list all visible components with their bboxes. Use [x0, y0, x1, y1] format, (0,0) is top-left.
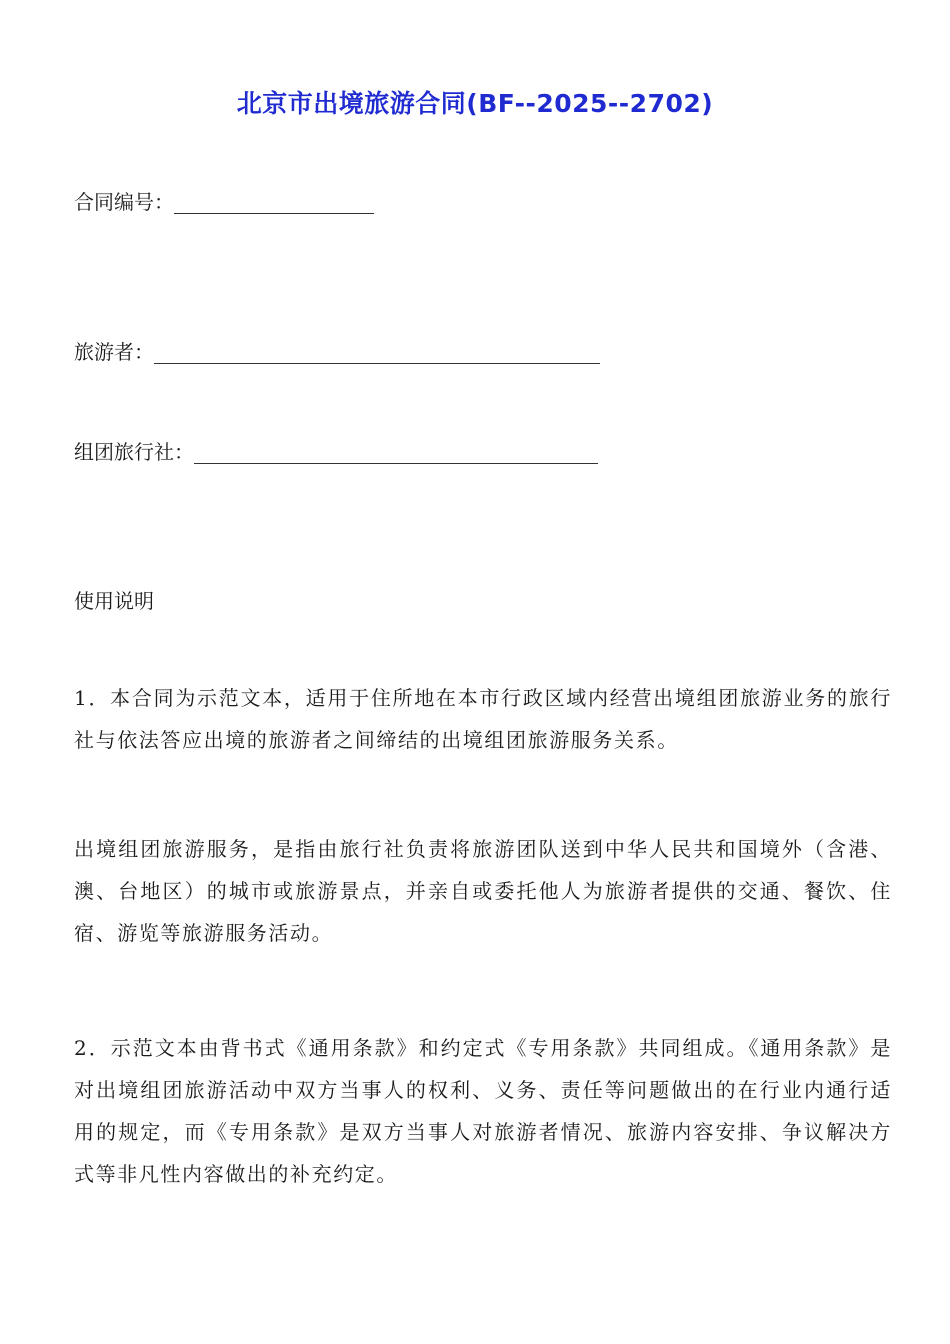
instructions-heading: 使用说明: [74, 589, 154, 613]
document-title: 北京市出境旅游合同(BF--2025--2702): [236, 89, 714, 118]
tourist-field: [74, 338, 600, 366]
tourist-label: 旅游者：: [74, 340, 154, 364]
paragraph-2: 出境组团旅游服务，是指由旅行社负责将旅游团队送到中华人民共和国境外（含港、澳、台地区）的城市或旅游景点，并亲自或委托他人为旅游者提供的交通、餐饮、住宿、游览等旅游服务活动。: [74, 837, 892, 945]
contract-number-label: 合同编号：: [74, 190, 174, 214]
paragraph-1: 1．本合同为示范文本，适用于住所地在本市行政区域内经营出境组团旅游业务的旅行社与依法答应出境的旅游者之间缔结的出境组团旅游服务关系。: [74, 686, 892, 752]
agency-blank[interactable]: [194, 441, 598, 464]
paragraph-3: 2．示范文本由背书式《通用条款》和约定式《专用条款》共同组成。《通用条款》是对出境组团旅游活动中双方当事人的权利、义务、责任等问题做出的在行业内通行适用的规定，而《专用条款》是双方当事人对旅游者情况、旅游内容安排、争议解决方式等非凡性内容做出的补充约定。: [74, 1036, 892, 1186]
contract-number-blank[interactable]: [174, 191, 374, 214]
agency-field: [74, 438, 598, 466]
contract-number-field: [74, 188, 374, 216]
tourist-blank[interactable]: [154, 341, 600, 364]
agency-label: 组团旅行社：: [74, 440, 194, 464]
